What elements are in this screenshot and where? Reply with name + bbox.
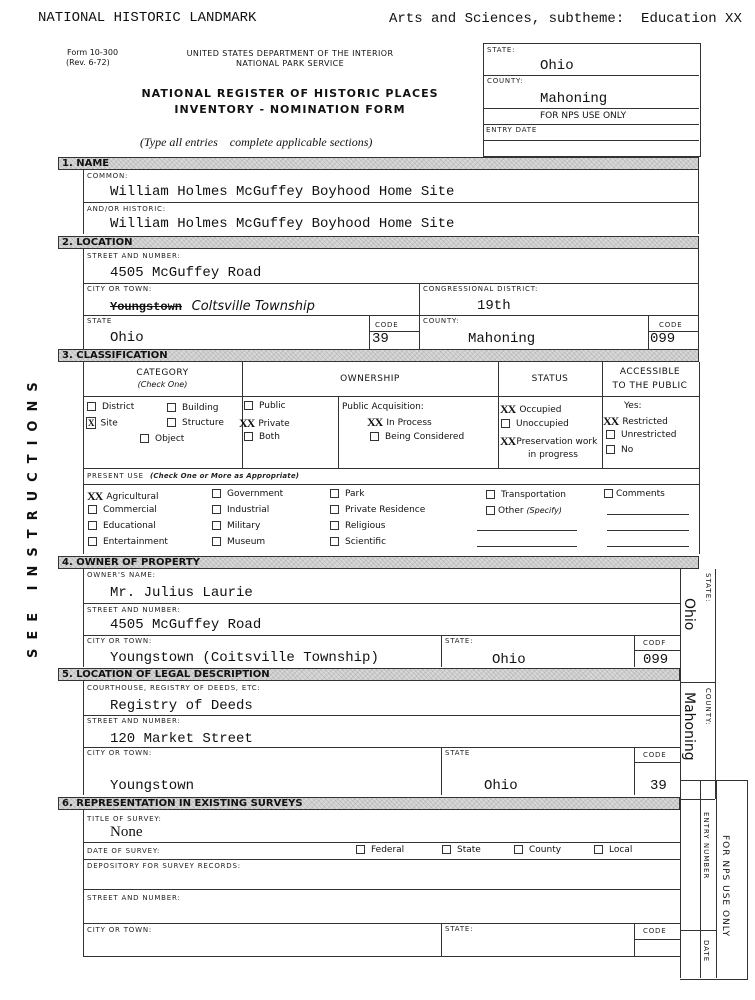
state-code-field[interactable]: 39	[372, 331, 389, 347]
location-county-label: COUNTY:	[423, 317, 460, 325]
checkbox-icon	[604, 489, 613, 498]
category-header: CATEGORY	[136, 368, 189, 378]
checkbox-icon	[212, 505, 221, 514]
nps-state-value: Ohio	[540, 58, 574, 74]
state-code-label: CODE	[375, 321, 399, 329]
comments-line-3[interactable]	[607, 546, 689, 547]
section-6-header: 6. REPRESENTATION IN EXISTING SURVEYS	[58, 797, 680, 810]
accessible-restricted-option[interactable]: XX Restricted	[603, 414, 668, 428]
ownership-private-option[interactable]: XX Private	[239, 416, 290, 430]
side-state-value[interactable]: Ohio	[681, 598, 697, 631]
legal-code-label: CODE	[643, 751, 667, 759]
location-city-label: CITY OR TOWN:	[87, 285, 153, 293]
owner-state-label: STATE:	[445, 637, 474, 645]
category-structure-option[interactable]: Structure	[167, 418, 224, 428]
checkbox-icon	[140, 434, 149, 443]
checkbox-icon	[212, 489, 221, 498]
owner-name-label: OWNER'S NAME:	[87, 571, 156, 579]
status-occupied-option[interactable]: XX Occupied	[500, 402, 562, 416]
survey-county-option[interactable]: County	[514, 845, 561, 855]
category-building-option[interactable]: Building	[167, 403, 219, 413]
checkbox-icon	[330, 521, 339, 530]
courthouse-field[interactable]: Registry of Deeds	[110, 698, 253, 714]
location-state-field[interactable]: Ohio	[110, 330, 144, 346]
present-use-label: PRESENT USE (Check One or More as Appropriate)	[87, 472, 300, 480]
owner-city-field[interactable]: Youngstown (Coitsville Township)	[110, 650, 379, 666]
status-preservation-line2: in progress	[528, 450, 578, 460]
survey-state-option[interactable]: State	[442, 845, 481, 855]
nps-state-label: STATE:	[487, 46, 516, 54]
accessible-header-line1: ACCESSIBLE	[619, 367, 681, 377]
legal-state-label: STATE	[445, 749, 471, 757]
owner-code-field[interactable]: 099	[643, 652, 669, 668]
checkbox-icon	[486, 490, 495, 499]
entry-date-side-label: DATE	[702, 940, 710, 963]
location-city-field[interactable]	[110, 298, 315, 314]
survey-title-field[interactable]: None	[110, 824, 143, 840]
legal-city-field[interactable]: Youngstown	[110, 778, 195, 794]
common-name-field[interactable]: William Holmes McGuffey Boyhood Home Site	[110, 184, 455, 200]
checkbox-icon	[514, 845, 523, 854]
nps-entry-column	[680, 780, 748, 980]
accessible-unrestricted-option[interactable]: Unrestricted	[606, 430, 676, 440]
checked-xx-icon: XX	[500, 402, 516, 416]
depository-street-label: STREET AND NUMBER:	[87, 894, 181, 902]
form-revision: (Rev. 6-72)	[66, 58, 110, 67]
public-acquisition-label: Public Acquisition:	[342, 402, 424, 412]
comments-line-2[interactable]	[607, 530, 689, 531]
checkbox-icon	[88, 521, 97, 530]
section-1-header: 1. NAME	[58, 157, 699, 170]
use-agricultural-option[interactable]: XX Agricultural	[87, 489, 159, 503]
see-instructions-side-text: SEE INSTRUCTIONS	[26, 373, 41, 658]
use-government-option[interactable]: Government	[212, 489, 283, 499]
checkbox-icon	[167, 403, 176, 412]
depository-city-label: CITY OR TOWN:	[87, 926, 153, 934]
legal-street-field[interactable]: 120 Market Street	[110, 731, 253, 747]
owner-name-field[interactable]: Mr. Julius Laurie	[110, 585, 253, 601]
ownership-header: OWNERSHIP	[340, 374, 400, 384]
status-header: STATUS	[531, 374, 569, 384]
side-state-label: STATE:	[704, 573, 712, 603]
owner-city-label: CITY OR TOWN:	[87, 637, 153, 645]
landmark-heading: NATIONAL HISTORIC LANDMARK	[38, 10, 257, 26]
owner-street-label: STREET AND NUMBER:	[87, 606, 181, 614]
category-object-option[interactable]: Object	[140, 434, 184, 444]
use-museum-option[interactable]: Museum	[212, 537, 265, 547]
use-military-option[interactable]: Military	[212, 521, 260, 531]
theme-heading: Arts and Sciences, subtheme: Education XX	[389, 11, 742, 27]
status-unoccupied-option[interactable]: Unoccupied	[501, 419, 569, 429]
owner-state-field[interactable]: Ohio	[492, 652, 526, 668]
nps-county-value: Mahoning	[540, 91, 608, 107]
location-street-field[interactable]: 4505 McGuffey Road	[110, 265, 262, 281]
surveys-grid	[83, 810, 681, 956]
ownership-both-option[interactable]: Both	[244, 432, 280, 442]
use-scientific-option[interactable]: Scientific	[330, 537, 386, 547]
accessible-no-option[interactable]: No	[606, 445, 633, 455]
side-county-label: COUNTY:	[704, 688, 712, 726]
category-subheader: (Check One)	[137, 380, 188, 389]
legal-city-label: CITY OR TOWN:	[87, 749, 153, 757]
checkbox-icon	[330, 505, 339, 514]
checkbox-icon	[244, 401, 253, 410]
accessible-header-line2: TO THE PUBLIC	[612, 381, 688, 391]
congressional-district-field[interactable]: 19th	[477, 298, 511, 314]
checkbox-icon	[167, 418, 176, 427]
checkbox-icon	[330, 489, 339, 498]
checked-xx-icon: XX	[87, 489, 103, 503]
department-line: UNITED STATES DEPARTMENT OF THE INTERIOR	[186, 49, 394, 58]
checkbox-icon	[212, 537, 221, 546]
legal-state-field[interactable]: Ohio	[484, 778, 518, 794]
survey-local-option[interactable]: Local	[594, 845, 632, 855]
use-industrial-option[interactable]: Industrial	[212, 505, 269, 515]
entry-date-label: ENTRY DATE	[486, 126, 538, 134]
checkbox-icon	[87, 402, 96, 411]
side-county-value[interactable]: Mahoning	[681, 692, 697, 761]
depository-code-label: CODE	[643, 927, 667, 935]
checkbox-icon	[88, 505, 97, 514]
nps-use-only-label: FOR NPS USE ONLY	[540, 111, 627, 121]
survey-date-label: DATE OF SURVEY:	[87, 847, 161, 855]
checkbox-icon	[606, 445, 615, 454]
agency-line: NATIONAL PARK SERVICE	[235, 59, 345, 68]
entry-number-label: ENTRY NUMBER	[702, 812, 710, 880]
use-entertainment-option[interactable]: Entertainment	[88, 537, 168, 547]
county-code-label: CODE	[659, 321, 683, 329]
section-3-header: 3. CLASSIFICATION	[58, 349, 699, 362]
location-street-label: STREET AND NUMBER:	[87, 252, 181, 260]
checked-xx-icon: XX	[603, 414, 619, 428]
nps-use-only-side-label: FOR NPS USE ONLY	[720, 835, 730, 938]
use-educational-option[interactable]: Educational	[88, 521, 156, 531]
checkbox-icon	[356, 845, 365, 854]
instructions-note: (Type all entries complete applicable sections)	[140, 135, 373, 149]
depository-state-label: STATE:	[445, 925, 474, 933]
other-specify-line-2[interactable]	[477, 546, 577, 547]
legal-code-field[interactable]: 39	[650, 778, 667, 794]
acquisition-in-process-option[interactable]: XX In Process	[367, 415, 432, 429]
use-park-option[interactable]: Park	[330, 489, 364, 499]
use-religious-option[interactable]: Religious	[330, 521, 386, 531]
ownership-public-option[interactable]: Public	[244, 401, 286, 411]
checkbox-icon	[501, 419, 510, 428]
section-4-header: 4. OWNER OF PROPERTY	[58, 556, 699, 569]
county-code-field[interactable]: 099	[650, 331, 676, 347]
use-other-option[interactable]: Other (Specify)	[486, 506, 562, 516]
survey-federal-option[interactable]: Federal	[356, 845, 404, 855]
checkbox-icon	[594, 845, 603, 854]
handwritten-city-text: Coltsville Township	[191, 299, 315, 314]
historic-name-field[interactable]: William Holmes McGuffey Boyhood Home Site	[110, 216, 455, 232]
form-subtitle: INVENTORY - NOMINATION FORM	[174, 103, 406, 116]
comments-line-1[interactable]	[607, 514, 689, 515]
checkbox-icon	[244, 432, 253, 441]
use-comments-option[interactable]: Comments	[604, 489, 665, 499]
depository-label: DEPOSITORY FOR SURVEY RECORDS:	[87, 862, 241, 870]
category-district-option[interactable]: District	[87, 402, 134, 412]
checkbox-icon	[330, 537, 339, 546]
checkbox-icon	[606, 430, 615, 439]
checked-xx-icon: XX	[367, 415, 383, 429]
nps-county-label: COUNTY:	[487, 77, 524, 85]
congressional-district-label: CONGRESSIONAL DISTRICT:	[423, 285, 539, 293]
checked-x-icon: X	[88, 418, 94, 428]
use-transportation-option[interactable]: Transportation	[486, 490, 566, 500]
accessible-yes-label: Yes:	[624, 401, 642, 411]
courthouse-label: COURTHOUSE, REGISTRY OF DEEDS, ETC:	[87, 684, 261, 692]
checked-xx-icon: XX	[500, 434, 516, 448]
form-number: Form 10-300	[67, 48, 119, 57]
checked-xx-icon: XX	[239, 416, 255, 430]
owner-street-field[interactable]: 4505 McGuffey Road	[110, 617, 262, 633]
use-private-residence-option[interactable]: Private Residence	[330, 505, 425, 515]
use-commercial-option[interactable]: Commercial	[88, 505, 157, 515]
category-site-option[interactable]: X Site	[88, 418, 118, 429]
checkbox-icon	[442, 845, 451, 854]
form-title: NATIONAL REGISTER OF HISTORIC PLACES	[141, 87, 439, 100]
checkbox-icon	[486, 506, 495, 515]
survey-title-label: TITLE OF SURVEY:	[87, 815, 162, 823]
historic-name-label: AND/OR HISTORIC:	[87, 205, 166, 213]
struck-city-text: Youngstown	[110, 300, 183, 314]
acquisition-being-considered-option[interactable]: Being Considered	[370, 432, 464, 442]
legal-street-label: STREET AND NUMBER:	[87, 717, 181, 725]
checkbox-icon	[212, 521, 221, 530]
section-2-header: 2. LOCATION	[58, 236, 699, 249]
checkbox-icon	[370, 432, 379, 441]
checkbox-icon	[88, 537, 97, 546]
status-preservation-option[interactable]: XXPreservation work	[500, 434, 598, 448]
owner-code-label: CODF	[643, 639, 667, 647]
location-state-label: STATE	[87, 317, 113, 325]
common-name-label: COMMON:	[87, 172, 129, 180]
other-specify-line-1[interactable]	[477, 530, 577, 531]
section-5-header: 5. LOCATION OF LEGAL DESCRIPTION	[58, 668, 680, 681]
location-county-field[interactable]: Mahoning	[468, 331, 536, 347]
